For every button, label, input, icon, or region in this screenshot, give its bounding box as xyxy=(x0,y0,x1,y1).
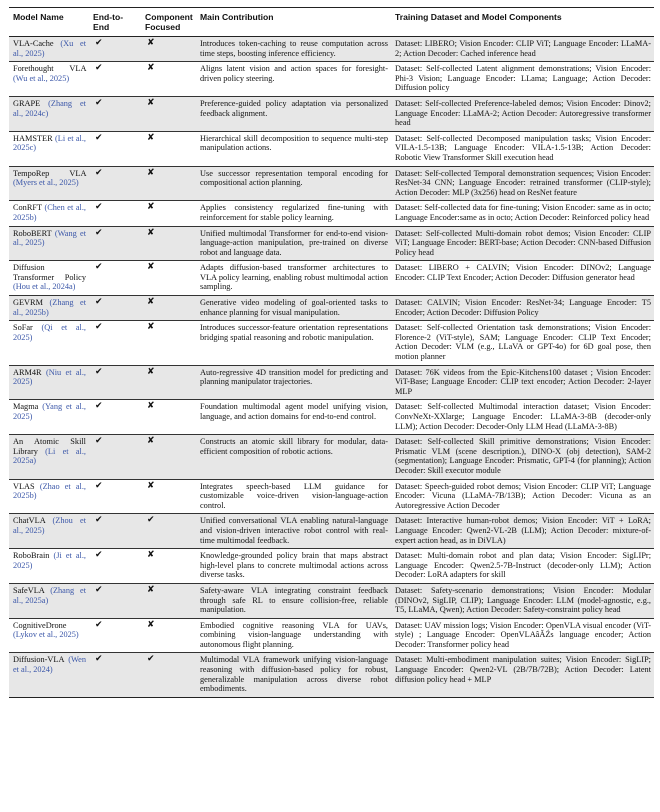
component-focused-mark: ✘ xyxy=(147,436,155,447)
contribution-cell: Applies consistency regularized fine-tuning with reinforcement for stable policy learning. xyxy=(200,203,388,222)
training-cell: Dataset: Self-collected Multimodal interaction dataset; Vision Encoder: ConvNeXt-XXlarge; Language Encoder: LLaMA-3-8B (decoder-only LLM); Action Decoder: Decoder-Only LLM Head (LLaMA-3-8B) xyxy=(395,402,651,431)
model-name: HAMSTER xyxy=(13,133,53,143)
table-row xyxy=(9,226,654,261)
citation-link[interactable]: (Wu et al., 2025) xyxy=(13,73,70,83)
component-focused-mark: ✘ xyxy=(147,480,155,491)
model-name-cell xyxy=(9,96,89,131)
contribution-cell: Hierarchical skill decomposition to sequence multi-step manipulation actions. xyxy=(200,133,388,153)
model-name-cell xyxy=(9,321,89,365)
table-row xyxy=(9,365,654,400)
table-row xyxy=(9,37,654,62)
header-main-contribution: Main Contribution xyxy=(200,12,274,22)
component-focused-mark: ✘ xyxy=(147,97,155,108)
model-name: An Atomic Skill Library xyxy=(13,437,86,456)
citation-link[interactable]: (Zhang et al., 2025b) xyxy=(13,298,86,317)
contribution-cell: Auto-regressive 4D transition model for predicting and planning manipulator trajectories. xyxy=(200,367,388,387)
table-row xyxy=(9,201,654,226)
end-to-end-mark: ✔ xyxy=(95,297,103,308)
end-to-end-mark: ✔ xyxy=(95,436,103,447)
contribution-cell: Unified conversational VLA enabling natural-language and vision-driven interactive robot control with real-time multimodal feedback. xyxy=(200,516,388,545)
model-name: Diffusion Transformer Policy xyxy=(13,263,86,282)
model-name-cell xyxy=(9,365,89,400)
citation-link[interactable]: (Zhao et al., 2025b) xyxy=(13,481,86,501)
model-name-cell xyxy=(9,618,89,653)
training-cell: Dataset: Multi-embodiment manipulation suites; Vision Encoder: SigLIP; Language Encoder: Qwen2-VL (2B/7B/72B); Action Decoder: Latent diffusion policy head + MLP xyxy=(395,655,651,684)
citation-link[interactable]: (Chen et al., 2025b) xyxy=(13,203,86,222)
citation-link[interactable]: (Qi et al., 2025) xyxy=(13,323,86,342)
model-name: ARM4R xyxy=(13,367,42,377)
contribution-cell: Introduces successor-feature orientation representations bridging spatial reasoning and robotic manipulation. xyxy=(200,323,388,342)
citation-link[interactable]: (Hou et al., 2024a) xyxy=(13,282,76,292)
model-name-cell xyxy=(9,261,89,296)
training-cell: Dataset: Self-collected Multi-domain robot demos; Vision Encoder: CLIP ViT; Language Encoder: BERT-base; Action Decoder: CNN-based Diffusion Policy head xyxy=(395,228,651,257)
table-body xyxy=(9,37,654,698)
training-cell: Dataset: LIBERO + CALVIN; Vision Encoder: DINOv2; Language Encoder: CLIP Text Encoder; Action Decoder: Diffusion generator head xyxy=(395,263,651,282)
component-focused-mark: ✘ xyxy=(147,366,155,377)
table-row xyxy=(9,400,654,435)
model-name-cell xyxy=(9,514,89,549)
contribution-cell: Multimodal VLA framework unifying vision-language reasoning with diffusion-based policy for robust, generalizable manipulation across diverse robot embodiments. xyxy=(200,655,388,694)
end-to-end-mark: ✔ xyxy=(95,584,103,595)
model-name: RoboBERT xyxy=(13,228,52,238)
end-to-end-mark: ✔ xyxy=(95,63,103,74)
contribution-cell: Preference-guided policy adaptation via personalized feedback alignment. xyxy=(200,98,388,118)
training-cell: Dataset: CALVIN; Vision Encoder: ResNet-34; Language Encoder: T5 Encoder; Action Decoder: Diffusion Policy xyxy=(395,298,651,317)
end-to-end-mark: ✔ xyxy=(95,38,103,48)
contribution-cell: Constructs an atomic skill library for modular, data-efficient composition of robotic actions. xyxy=(200,437,388,456)
citation-link[interactable]: (Wen et al., 2024) xyxy=(13,655,86,675)
model-name-cell xyxy=(9,400,89,435)
header-model-name: Model Name xyxy=(13,12,64,22)
end-to-end-mark: ✔ xyxy=(95,366,103,377)
model-name-cell xyxy=(9,653,89,697)
component-focused-mark: ✘ xyxy=(147,401,155,412)
table-row xyxy=(9,321,654,365)
contribution-cell: Use successor representation temporal encoding for compositional action planning. xyxy=(200,168,388,188)
component-focused-mark: ✘ xyxy=(147,619,155,630)
model-name: SafeVLA xyxy=(13,585,45,595)
model-name: GEVRM xyxy=(13,298,43,308)
header-end-to-end: End-to-End xyxy=(93,12,124,32)
contribution-cell: Generative video modeling of goal-oriented tasks to enhance planning for visual manipulation. xyxy=(200,298,388,317)
end-to-end-mark: ✔ xyxy=(95,322,103,333)
table-row xyxy=(9,549,654,584)
training-cell: Dataset: Self-collected Decomposed manipulation tasks; Vision Encoder: VILA-1.5-13B; Language Encoder: VILA-1.5-13B; Action Decoder: Robotic View Transformer Skill execution head xyxy=(395,133,651,162)
table-row xyxy=(9,514,654,549)
component-focused-mark: ✘ xyxy=(147,297,155,308)
model-name: RoboBrain xyxy=(13,551,50,561)
model-name: SoFar xyxy=(13,323,33,333)
model-name-cell xyxy=(9,435,89,479)
training-cell: Dataset: 76K videos from the Epic-Kitchens100 dataset ; Vision Encoder: ViT-Base; Language Encoder: CLIP text encoder; Action Decoder: 2-layer MLP xyxy=(395,367,651,396)
component-focused-mark: ✘ xyxy=(147,322,155,333)
model-name-cell xyxy=(9,131,89,166)
table-row xyxy=(9,583,654,618)
model-name-cell xyxy=(9,226,89,261)
citation-link[interactable]: (Li et al., 2025a) xyxy=(13,446,86,466)
table-row xyxy=(9,62,654,97)
contribution-cell: Aligns latent vision and action spaces for foresight-driven policy steering. xyxy=(200,64,388,83)
model-name: GRAPE xyxy=(13,98,41,108)
model-name: Diffusion-VLA xyxy=(13,655,65,665)
model-name-cell xyxy=(9,583,89,618)
end-to-end-mark: ✔ xyxy=(95,202,103,213)
end-to-end-mark: ✔ xyxy=(95,167,103,178)
component-focused-mark: ✔ xyxy=(147,515,155,526)
citation-link[interactable]: (Zhang et al., 2024c) xyxy=(13,98,86,118)
contribution-cell: Foundation multimodal agent model unifying vision, language, and action domains for end-to-end control. xyxy=(200,402,388,421)
training-cell: Dataset: Speech-guided robot demos; Vision Encoder: CLIP ViT; Language Encoder: Vicuna (LLaMA-7B/13B); Action Decoder: Vicuna as an Autoregressive Action Decoder xyxy=(395,481,651,510)
citation-link[interactable]: (Zhou et al., 2025) xyxy=(13,516,86,535)
citation-link[interactable]: (Ji et al., 2025) xyxy=(13,551,87,570)
table-row xyxy=(9,296,654,321)
contribution-cell: Safety-aware VLA integrating constraint feedback through safe RL to ensure collision-free, reliable manipulation. xyxy=(200,585,388,615)
component-focused-mark: ✘ xyxy=(147,202,155,213)
table-row xyxy=(9,166,654,201)
model-name: ConRFT xyxy=(13,203,42,213)
table-row xyxy=(9,653,654,697)
citation-link[interactable]: (Li et al., 2025c) xyxy=(13,133,86,153)
contribution-cell: Integrates speech-based LLM guidance for customizable voice-driven vision-language-action control. xyxy=(200,481,388,510)
end-to-end-mark: ✔ xyxy=(95,227,103,238)
model-name: TempoRep VLA xyxy=(13,168,86,178)
table-row xyxy=(9,131,654,166)
model-name: CognitiveDrone xyxy=(13,620,67,630)
end-to-end-mark: ✔ xyxy=(95,480,103,491)
model-name-cell xyxy=(9,201,89,226)
end-to-end-mark: ✔ xyxy=(95,97,103,108)
training-cell: Dataset: Safety-scenario demonstrations; Vision Encoder: Modular (DINOv2, SigLIP, CLIP); Language Encoder: LLM (model-agnostic, e.g., T5, LLaMA, Qwen); Action Decoder: Safety-constraint policy head xyxy=(395,585,651,615)
citation-link[interactable]: (Yang et al., 2025) xyxy=(13,402,86,421)
table-row xyxy=(9,435,654,479)
component-focused-mark: ✘ xyxy=(147,262,155,273)
vla-comparison-table xyxy=(9,7,654,698)
training-cell: Dataset: Self-collected Orientation task demonstrations; Vision Encoder: Florence-2 (ViT-style), SAM; Language Encoder: CLIP Text Encoder; Action Decoder: VLM (e.g., LLaVA or GPT-4o) for 6D goal pose, then motion planner xyxy=(395,323,651,362)
end-to-end-mark: ✔ xyxy=(95,401,103,412)
citation-link[interactable]: (Xu et al., 2025) xyxy=(13,39,86,58)
end-to-end-mark: ✔ xyxy=(95,132,103,143)
citation-link[interactable]: (Zhang et al., 2025a) xyxy=(13,585,86,605)
component-focused-mark: ✘ xyxy=(147,38,155,48)
model-name: VLAS xyxy=(13,481,35,491)
header-training-dataset: Training Dataset and Model Components xyxy=(395,12,562,22)
training-cell: Dataset: Interactive human-robot demos; Vision Encoder: ViT + LoRA; Language Encoder: Qwen2-VL-2B (LLM); Action Decoder: mixture-of-expert action head, as in DiVLA) xyxy=(395,516,651,545)
model-name: VLA-Cache xyxy=(13,39,54,48)
training-cell: Dataset: Self-collected Skill primitive demonstrations; Vision Encoder: Prismatic VLM (scene description.), DINO-X (obj detection), SAM-2 (segmentation); Language Encoder: Prismatic, GPT-4 (for planning); Action Decoder: Skill executor module xyxy=(395,437,651,475)
model-name-cell xyxy=(9,37,89,62)
table-row xyxy=(9,479,654,514)
component-focused-mark: ✘ xyxy=(147,227,155,238)
component-focused-mark: ✘ xyxy=(147,550,155,561)
contribution-cell: Knowledge-grounded policy brain that maps abstract high-level plans to concrete multimodal actions across diverse tasks. xyxy=(200,551,388,580)
contribution-cell: Unified multimodal Transformer for end-to-end vision-language-action manipulation, pre-trained on diverse robot and language data. xyxy=(200,228,388,257)
training-cell: Dataset: Multi-domain robot and plan data; Vision Encoder: SigLIPr; Language Encoder: Qwen2.5-7B-Instruct (decoder-only LLM); Action Decoder: LoRA adapters for skill xyxy=(395,551,651,580)
model-name-cell xyxy=(9,62,89,97)
citation-link[interactable]: (Lykov et al., 2025) xyxy=(13,630,79,640)
training-cell: Dataset: Self-collected Temporal demonstration sequences; Vision Encoder: ResNet-34 CNN; Language Encoder: retrained transformer (CLIP-style); Action Decoder: MLP (3x256) head on ResNet feature xyxy=(395,168,651,197)
component-focused-mark: ✔ xyxy=(147,654,155,665)
end-to-end-mark: ✔ xyxy=(95,654,103,665)
model-name: Magma xyxy=(13,402,39,412)
model-name: ChatVLA xyxy=(13,516,46,526)
citation-link[interactable]: (Myers et al., 2025) xyxy=(13,178,79,188)
table-row xyxy=(9,261,654,296)
model-name-cell xyxy=(9,479,89,514)
end-to-end-mark: ✔ xyxy=(95,550,103,561)
component-focused-mark: ✘ xyxy=(147,167,155,178)
citation-link[interactable]: (Wang et al., 2025) xyxy=(13,228,86,248)
training-cell: Dataset: Self-collected data for fine-tuning; Vision Encoder: same as in octo; Language Encoder:same as in octo; Action Decoder: Reinforced policy head xyxy=(395,203,651,222)
citation-link[interactable]: (Niu et al., 2025) xyxy=(13,367,86,387)
header-component-focused: Component Focused xyxy=(145,12,193,32)
training-cell: Dataset: LIBERO; Vision Encoder: CLIP ViT; Language Encoder: LLaMA-2; Action Decoder: Cached inference head xyxy=(395,39,651,58)
training-cell: Dataset: Self-collected Preference-labeled demos; Vision Encoder: Dinov2; Language Encoder: LLaMA-2; Action Decoder: Autoregressive transformer head xyxy=(395,98,651,128)
training-cell: Dataset: UAV mission logs; Vision Encoder: OpenVLA visual encoder (ViT-style) ; Language Encoder: OpenVLAâĂŹs language encoder; Action Decoder: Transformer policy head xyxy=(395,620,651,649)
component-focused-mark: ✘ xyxy=(147,63,155,74)
table-row xyxy=(9,96,654,131)
table-row xyxy=(9,618,654,653)
table-header xyxy=(9,8,654,37)
contribution-cell: Adapts diffusion-based transformer architectures to VLA policy learning, enabling robust multimodal action sampling. xyxy=(200,263,388,292)
end-to-end-mark: ✔ xyxy=(95,262,103,273)
end-to-end-mark: ✔ xyxy=(95,619,103,630)
training-cell: Dataset: Self-collected Latent alignment demonstrations; Vision Encoder: Phi-3 Vision; Language Encoder: LLama; Language; Action Decoder: Diffusion policy xyxy=(395,64,651,93)
contribution-cell: Introduces token-caching to reuse computation across time steps, boosting inference efficiency. xyxy=(200,39,388,58)
component-focused-mark: ✘ xyxy=(147,132,155,143)
model-name-cell xyxy=(9,549,89,584)
contribution-cell: Embodied cognitive reasoning VLA for UAVs, combining vision-language understanding with autonomous flight planning. xyxy=(200,620,388,649)
model-name: Forethought VLA xyxy=(13,64,86,74)
model-name-cell xyxy=(9,296,89,321)
model-name-cell xyxy=(9,166,89,201)
component-focused-mark: ✘ xyxy=(147,584,155,595)
end-to-end-mark: ✔ xyxy=(95,515,103,526)
